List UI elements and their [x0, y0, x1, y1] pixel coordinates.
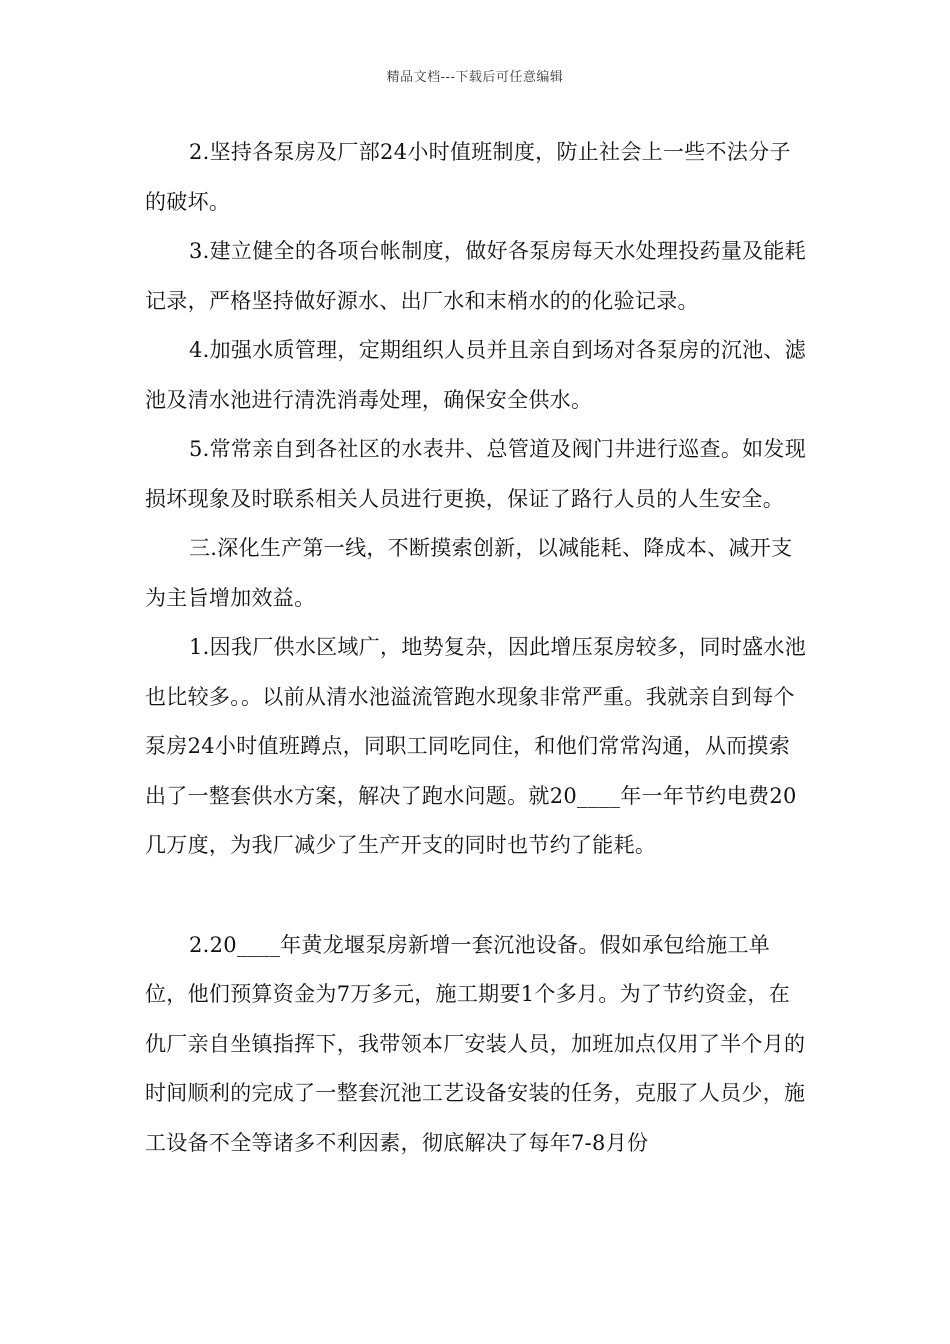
paragraph-1-water-supply: 1.因我厂供水区域广，地势复杂，因此增压泵房较多，同时盛水池也比较多。。以前从清水池溢流管跑水现象非常严重。我就亲自到每个泵房24小时值班蹲点，同职工同吃同住，和他们常常沟通，从而摸索出了一整套供水方案，解决了跑水问题。就20____年一年节约电费20几万度，为我厂减少了生产开支的同时也节约了能耗。	[145, 635, 807, 857]
paragraph-2-duty-system: 2.坚持各泵房及厂部24小时值班制度，防止社会上一些不法分子的破坏。	[145, 140, 791, 214]
paragraph-2-equipment: 2.20____年黄龙堰泵房新增一套沉池设备。假如承包给施工单位，他们预算资金为7万多元，施工期要1个多月。为了节约资金，在仇厂亲自坐镇指挥下，我带领本厂安装人员，加班加点仅用了半个月的时间顺利的完成了一整套沉池工艺设备安装的任务，克服了人员少，施工设备不全等诸多不利因素，彻底解决了每年7-8月份	[145, 932, 806, 1155]
paragraph-5-inspection: 5.常常亲自到各社区的水表井、总管道及阀门井进行巡查。如发现损坏现象及时联系相关人员进行更换，保证了路行人员的人生安全。	[145, 437, 807, 511]
paragraph-3-ledger-system: 3.建立健全的各项台帐制度，做好各泵房每天水处理投药量及能耗记录，严格坚持做好源水、出厂水和末梢水的的化验记录。	[145, 239, 807, 313]
paragraph-4-water-quality: 4.加强水质管理，定期组织人员并且亲自到场对各泵房的沉池、滤池及清水池进行清洗消毒处理，确保安全供水。	[145, 338, 807, 412]
page-header-watermark: 精品文档---下载后可任意编辑	[386, 70, 564, 85]
paragraph-gap	[145, 871, 810, 921]
section-heading-three: 三.深化生产第一线，不断摸索创新，以减能耗、降成本、减开支为主旨增加效益。	[145, 536, 793, 610]
document-body	[145, 128, 810, 1168]
